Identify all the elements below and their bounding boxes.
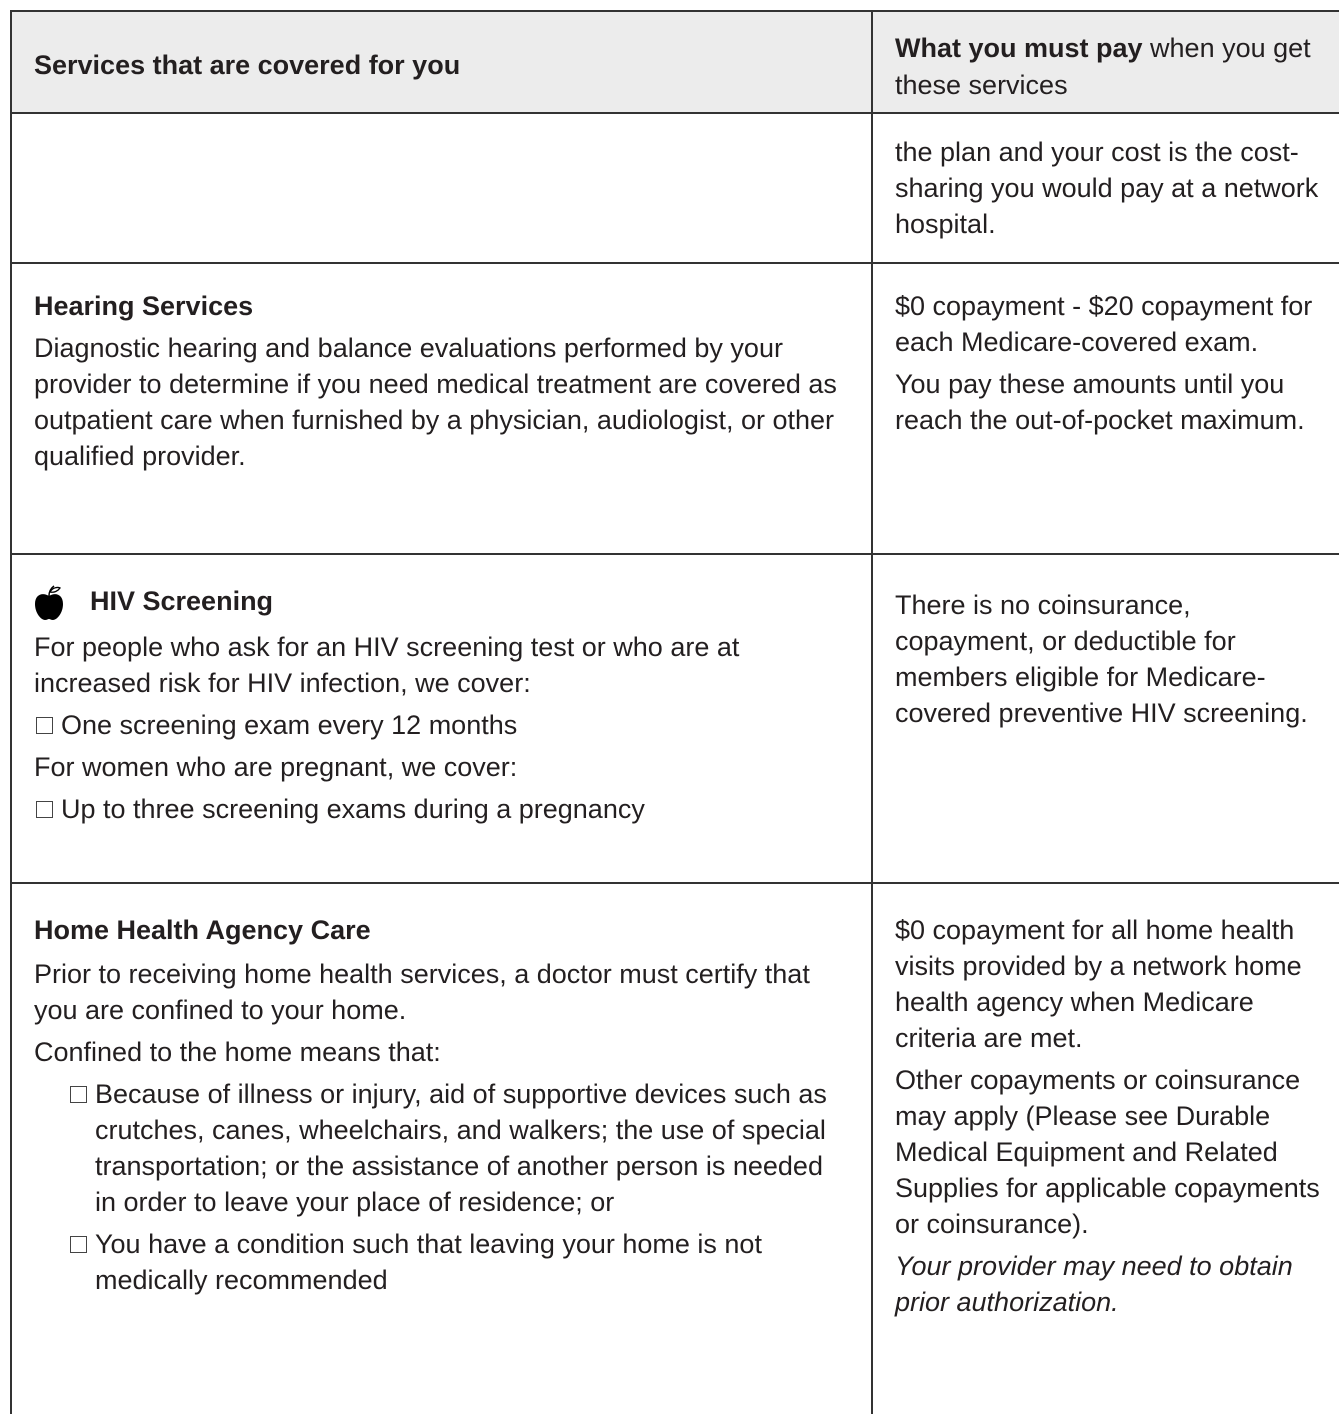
list-item bbox=[34, 791, 841, 827]
home-pay bbox=[873, 884, 1339, 1414]
header-pay-rest: when you get these services bbox=[895, 33, 1311, 100]
home-pay2: Other copayments or coinsurance may apply (Please see Durable Medical Equipment and Related Supplies for applicable copayments or coinsurance). bbox=[895, 1065, 1320, 1239]
hiv-pay bbox=[873, 555, 1339, 882]
table-row bbox=[10, 553, 1339, 882]
home-pay3: Your provider may need to obtain prior authorization. bbox=[895, 1251, 1293, 1317]
header-pay bbox=[873, 12, 1339, 112]
hearing-pay2: You pay these amounts until you reach the out-of-pocket maximum. bbox=[895, 369, 1305, 435]
list-item bbox=[34, 1226, 857, 1298]
home-p2: Confined to the home means that: bbox=[34, 1037, 441, 1067]
hiv-bullet-1: One screening exam every 12 months bbox=[61, 709, 518, 740]
hearing-desc: Diagnostic hearing and balance evaluations performed by your provider to determine if you need medical treatment are covered as outpatient care when furnished by a physician, audiologist, or other qualified provider. bbox=[34, 333, 837, 471]
row0-pay-text: the plan and your cost is the cost-sharing you would pay at a network hospital. bbox=[895, 137, 1319, 239]
table-row bbox=[10, 114, 1339, 262]
apple-icon bbox=[34, 585, 64, 621]
home-p1: Prior to receiving home health services, a doctor must certify that you are confined to your home. bbox=[34, 959, 810, 1025]
table-row bbox=[10, 262, 1339, 553]
hiv-title-line bbox=[34, 583, 841, 621]
hiv-pay-text: There is no coinsurance, copayment, or deductible for members eligible for Medicare-covered preventive HIV screening. bbox=[895, 590, 1308, 728]
header-pay-bold: What you must pay bbox=[895, 33, 1143, 63]
home-pay1: $0 copayment for all home health visits provided by a network home health agency when Medicare criteria are met. bbox=[895, 915, 1302, 1053]
list-item bbox=[34, 707, 841, 743]
checkbox-icon bbox=[36, 801, 53, 818]
checkbox-icon bbox=[70, 1236, 87, 1253]
checkbox-icon bbox=[70, 1086, 87, 1103]
home-bullet-2: You have a condition such that leaving your home is not medically recommended bbox=[95, 1229, 762, 1295]
hiv-bullet-2: Up to three screening exams during a pregnancy bbox=[61, 793, 645, 824]
home-title: Home Health Agency Care bbox=[34, 915, 371, 945]
hiv-service bbox=[12, 555, 873, 882]
list-item bbox=[34, 1076, 857, 1220]
table-header bbox=[10, 10, 1339, 114]
hearing-title: Hearing Services bbox=[34, 291, 254, 321]
home-service bbox=[12, 884, 873, 1414]
hiv-p2: For women who are pregnant, we cover: bbox=[34, 751, 518, 782]
row0-pay bbox=[873, 114, 1339, 262]
row0-service bbox=[12, 114, 873, 262]
hearing-service bbox=[12, 264, 873, 553]
home-bullet-1: Because of illness or injury, aid of supportive devices such as crutches, canes, wheelchairs, and walkers; the use of special transportation; or the assistance of another person is needed in order to leave your place of residence; or bbox=[95, 1079, 827, 1217]
hearing-pay bbox=[873, 264, 1339, 553]
benefits-table bbox=[10, 10, 1339, 1414]
hiv-p1: For people who ask for an HIV screening test or who are at increased risk for HIV infection, we cover: bbox=[34, 631, 740, 698]
hiv-title: HIV Screening bbox=[90, 586, 274, 616]
table-row bbox=[10, 882, 1339, 1414]
header-services: Services that are covered for you bbox=[12, 12, 873, 112]
hearing-pay1: $0 copayment - $20 copayment for each Medicare-covered exam. bbox=[895, 291, 1313, 357]
checkbox-icon bbox=[36, 717, 53, 734]
